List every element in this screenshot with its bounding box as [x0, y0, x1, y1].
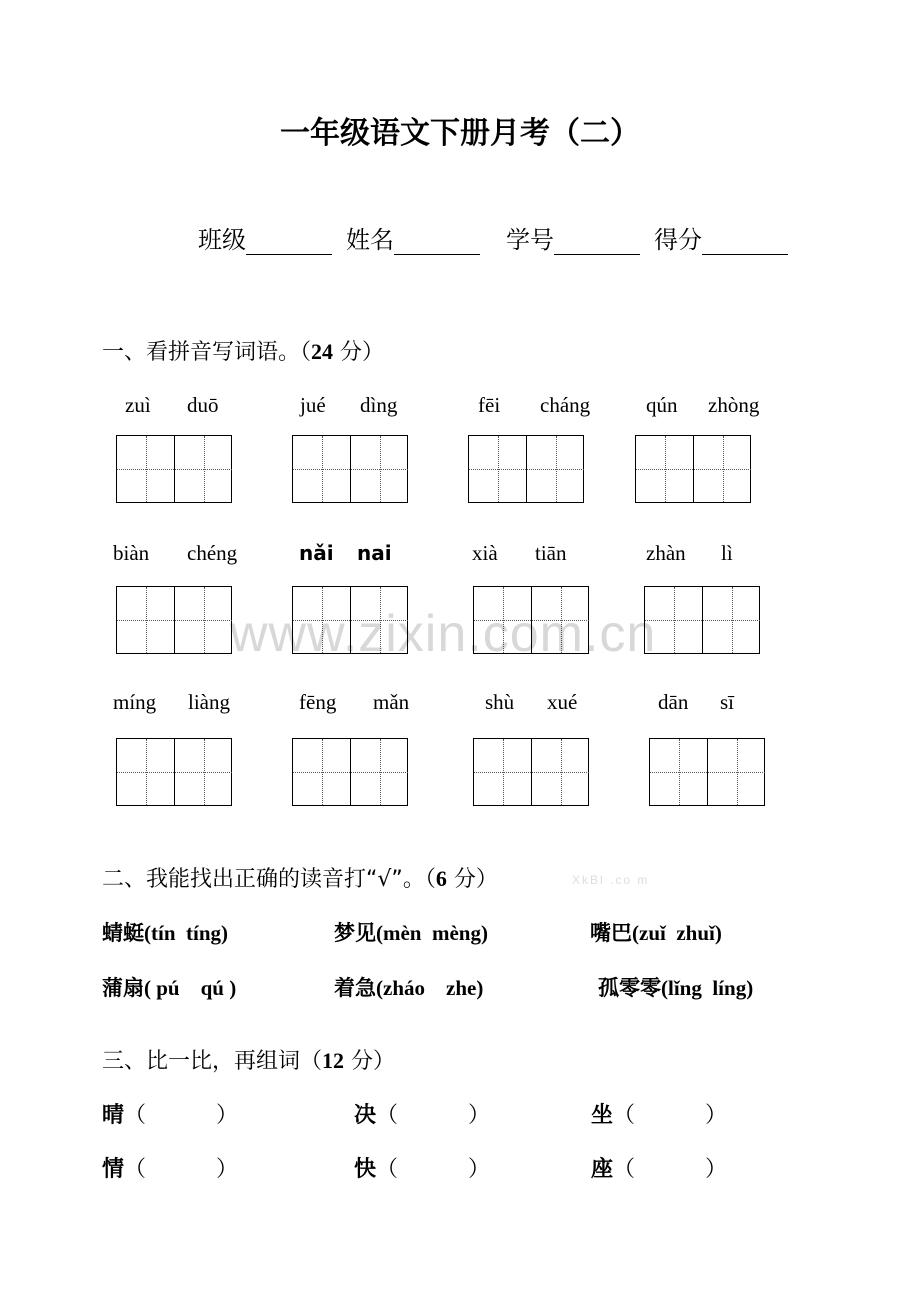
section2-unit: 分）	[446, 867, 498, 892]
pinyin-syllable: zhàn	[646, 541, 686, 565]
answer-blank[interactable]: （ ）	[376, 1103, 490, 1128]
pinyin-syllable: xià	[472, 541, 498, 565]
section1-heading	[102, 335, 384, 366]
pinyin-syllable: jué	[300, 393, 326, 417]
score-label: 得分	[654, 226, 702, 254]
class-label: 班级	[198, 226, 246, 254]
section2-num: 二、	[102, 867, 147, 892]
pinyin-item	[125, 393, 219, 418]
watermark-small: XkBl .co m	[572, 873, 650, 887]
section3-heading	[102, 1044, 395, 1075]
class-blank	[246, 228, 332, 255]
score-blank	[702, 228, 788, 255]
pinyin-syllable: nai	[357, 541, 392, 565]
answer-blank[interactable]: （ ）	[613, 1103, 727, 1128]
pinyin-item	[658, 690, 734, 715]
char: 晴	[102, 1103, 125, 1128]
pinyin-syllable: sī	[720, 690, 735, 714]
pronunciation-item	[598, 972, 753, 1002]
section1-num: 一、	[102, 340, 147, 365]
section3-unit: 分）	[344, 1049, 396, 1074]
compare-item	[591, 1152, 727, 1183]
pronunciation-item	[334, 917, 488, 947]
compare-item	[102, 1152, 238, 1183]
char: 情	[102, 1157, 125, 1182]
pinyin-item	[478, 393, 590, 418]
pinyin-choices[interactable]: (mèn mèng)	[376, 921, 488, 945]
pinyin-item	[646, 393, 759, 418]
pinyin-syllable: duō	[187, 393, 219, 417]
answer-blank[interactable]: （ ）	[376, 1157, 490, 1182]
number-blank	[554, 228, 640, 255]
compare-item	[102, 1098, 238, 1129]
word: 孤零零	[598, 976, 661, 1000]
word: 梦见	[334, 921, 376, 945]
page-title: 一年级语文下册月考（二）	[280, 116, 640, 151]
pinyin-item	[472, 541, 567, 566]
answer-blank[interactable]: （ ）	[613, 1157, 727, 1182]
writing-grid[interactable]	[649, 738, 765, 806]
word: 蒲扇	[102, 976, 144, 1000]
pinyin-syllable: fēi	[478, 393, 501, 417]
writing-grid[interactable]	[473, 738, 589, 806]
pronunciation-item	[102, 917, 228, 947]
pinyin-syllable: lì	[721, 541, 733, 565]
pinyin-choices[interactable]: (lǐng líng)	[661, 976, 754, 1000]
compare-item	[591, 1098, 727, 1129]
watermark: www.zixin.com.cn	[230, 605, 657, 663]
pinyin-syllable: chéng	[187, 541, 238, 565]
word: 嘴巴	[590, 921, 632, 945]
writing-grid[interactable]	[116, 586, 232, 654]
answer-blank[interactable]: （ ）	[124, 1103, 238, 1128]
pinyin-choices[interactable]: ( pú qú )	[144, 976, 237, 1000]
name-label: 姓名	[346, 226, 394, 254]
pinyin-syllable: míng	[113, 690, 157, 714]
writing-grid[interactable]	[292, 586, 408, 654]
char: 座	[591, 1157, 614, 1182]
pinyin-syllable: dān	[658, 690, 689, 714]
pinyin-syllable: fēng	[299, 690, 337, 714]
class-field	[198, 220, 332, 255]
pinyin-syllable: biàn	[113, 541, 150, 565]
name-blank	[394, 228, 480, 255]
writing-grid[interactable]	[635, 435, 751, 503]
word: 蜻蜓	[102, 921, 144, 945]
section3-num: 三、	[102, 1049, 147, 1074]
pinyin-choices[interactable]: (tín tíng)	[144, 921, 228, 945]
number-label: 学号	[506, 226, 554, 254]
number-field	[506, 220, 640, 255]
char: 快	[354, 1157, 377, 1182]
pinyin-syllable: nǎi	[299, 541, 334, 565]
writing-grid[interactable]	[116, 738, 232, 806]
section1-text: 看拼音写词语。（	[146, 340, 312, 365]
pinyin-syllable: shù	[485, 690, 515, 714]
compare-item	[354, 1152, 490, 1183]
writing-grid[interactable]	[292, 738, 408, 806]
writing-grid[interactable]	[116, 435, 232, 503]
score-field	[654, 220, 788, 255]
pinyin-choices[interactable]: (zháo zhe)	[376, 976, 484, 1000]
pinyin-item	[300, 393, 397, 418]
pronunciation-item	[102, 972, 236, 1002]
pinyin-syllable: dìng	[360, 393, 398, 417]
pronunciation-item	[590, 917, 722, 947]
pinyin-syllable: xué	[547, 690, 578, 714]
section1-unit: 分）	[333, 340, 385, 365]
section2-text: 我能找出正确的读音打“√”。（	[146, 867, 436, 892]
section1-points: 24	[311, 339, 334, 364]
pinyin-syllable: zhòng	[708, 393, 760, 417]
pinyin-choices[interactable]: (zuǐ zhuǐ)	[632, 921, 722, 945]
pinyin-item	[113, 690, 230, 715]
pronunciation-item	[334, 972, 483, 1002]
section3-text: 比一比，再组词（	[146, 1049, 323, 1074]
pinyin-syllable: liàng	[188, 690, 230, 714]
word: 着急	[334, 976, 376, 1000]
writing-grid[interactable]	[468, 435, 584, 503]
writing-grid[interactable]	[644, 586, 760, 654]
section2-points: 6	[435, 866, 447, 891]
pinyin-item	[646, 541, 733, 566]
answer-blank[interactable]: （ ）	[124, 1157, 238, 1182]
section2-heading	[102, 862, 498, 893]
name-field	[346, 220, 480, 255]
writing-grid[interactable]	[473, 586, 589, 654]
section3-points: 12	[322, 1048, 345, 1073]
compare-item	[354, 1098, 490, 1129]
pinyin-item	[485, 690, 577, 715]
pinyin-syllable: qún	[646, 393, 678, 417]
pinyin-syllable: zuì	[125, 393, 151, 417]
pinyin-item	[299, 690, 409, 715]
pinyin-syllable: cháng	[540, 393, 591, 417]
writing-grid[interactable]	[292, 435, 408, 503]
pinyin-item	[113, 541, 237, 566]
char: 决	[354, 1103, 377, 1128]
pinyin-item	[299, 541, 392, 565]
pinyin-syllable: tiān	[535, 541, 567, 565]
char: 坐	[591, 1103, 614, 1128]
pinyin-syllable: mǎn	[373, 690, 410, 714]
